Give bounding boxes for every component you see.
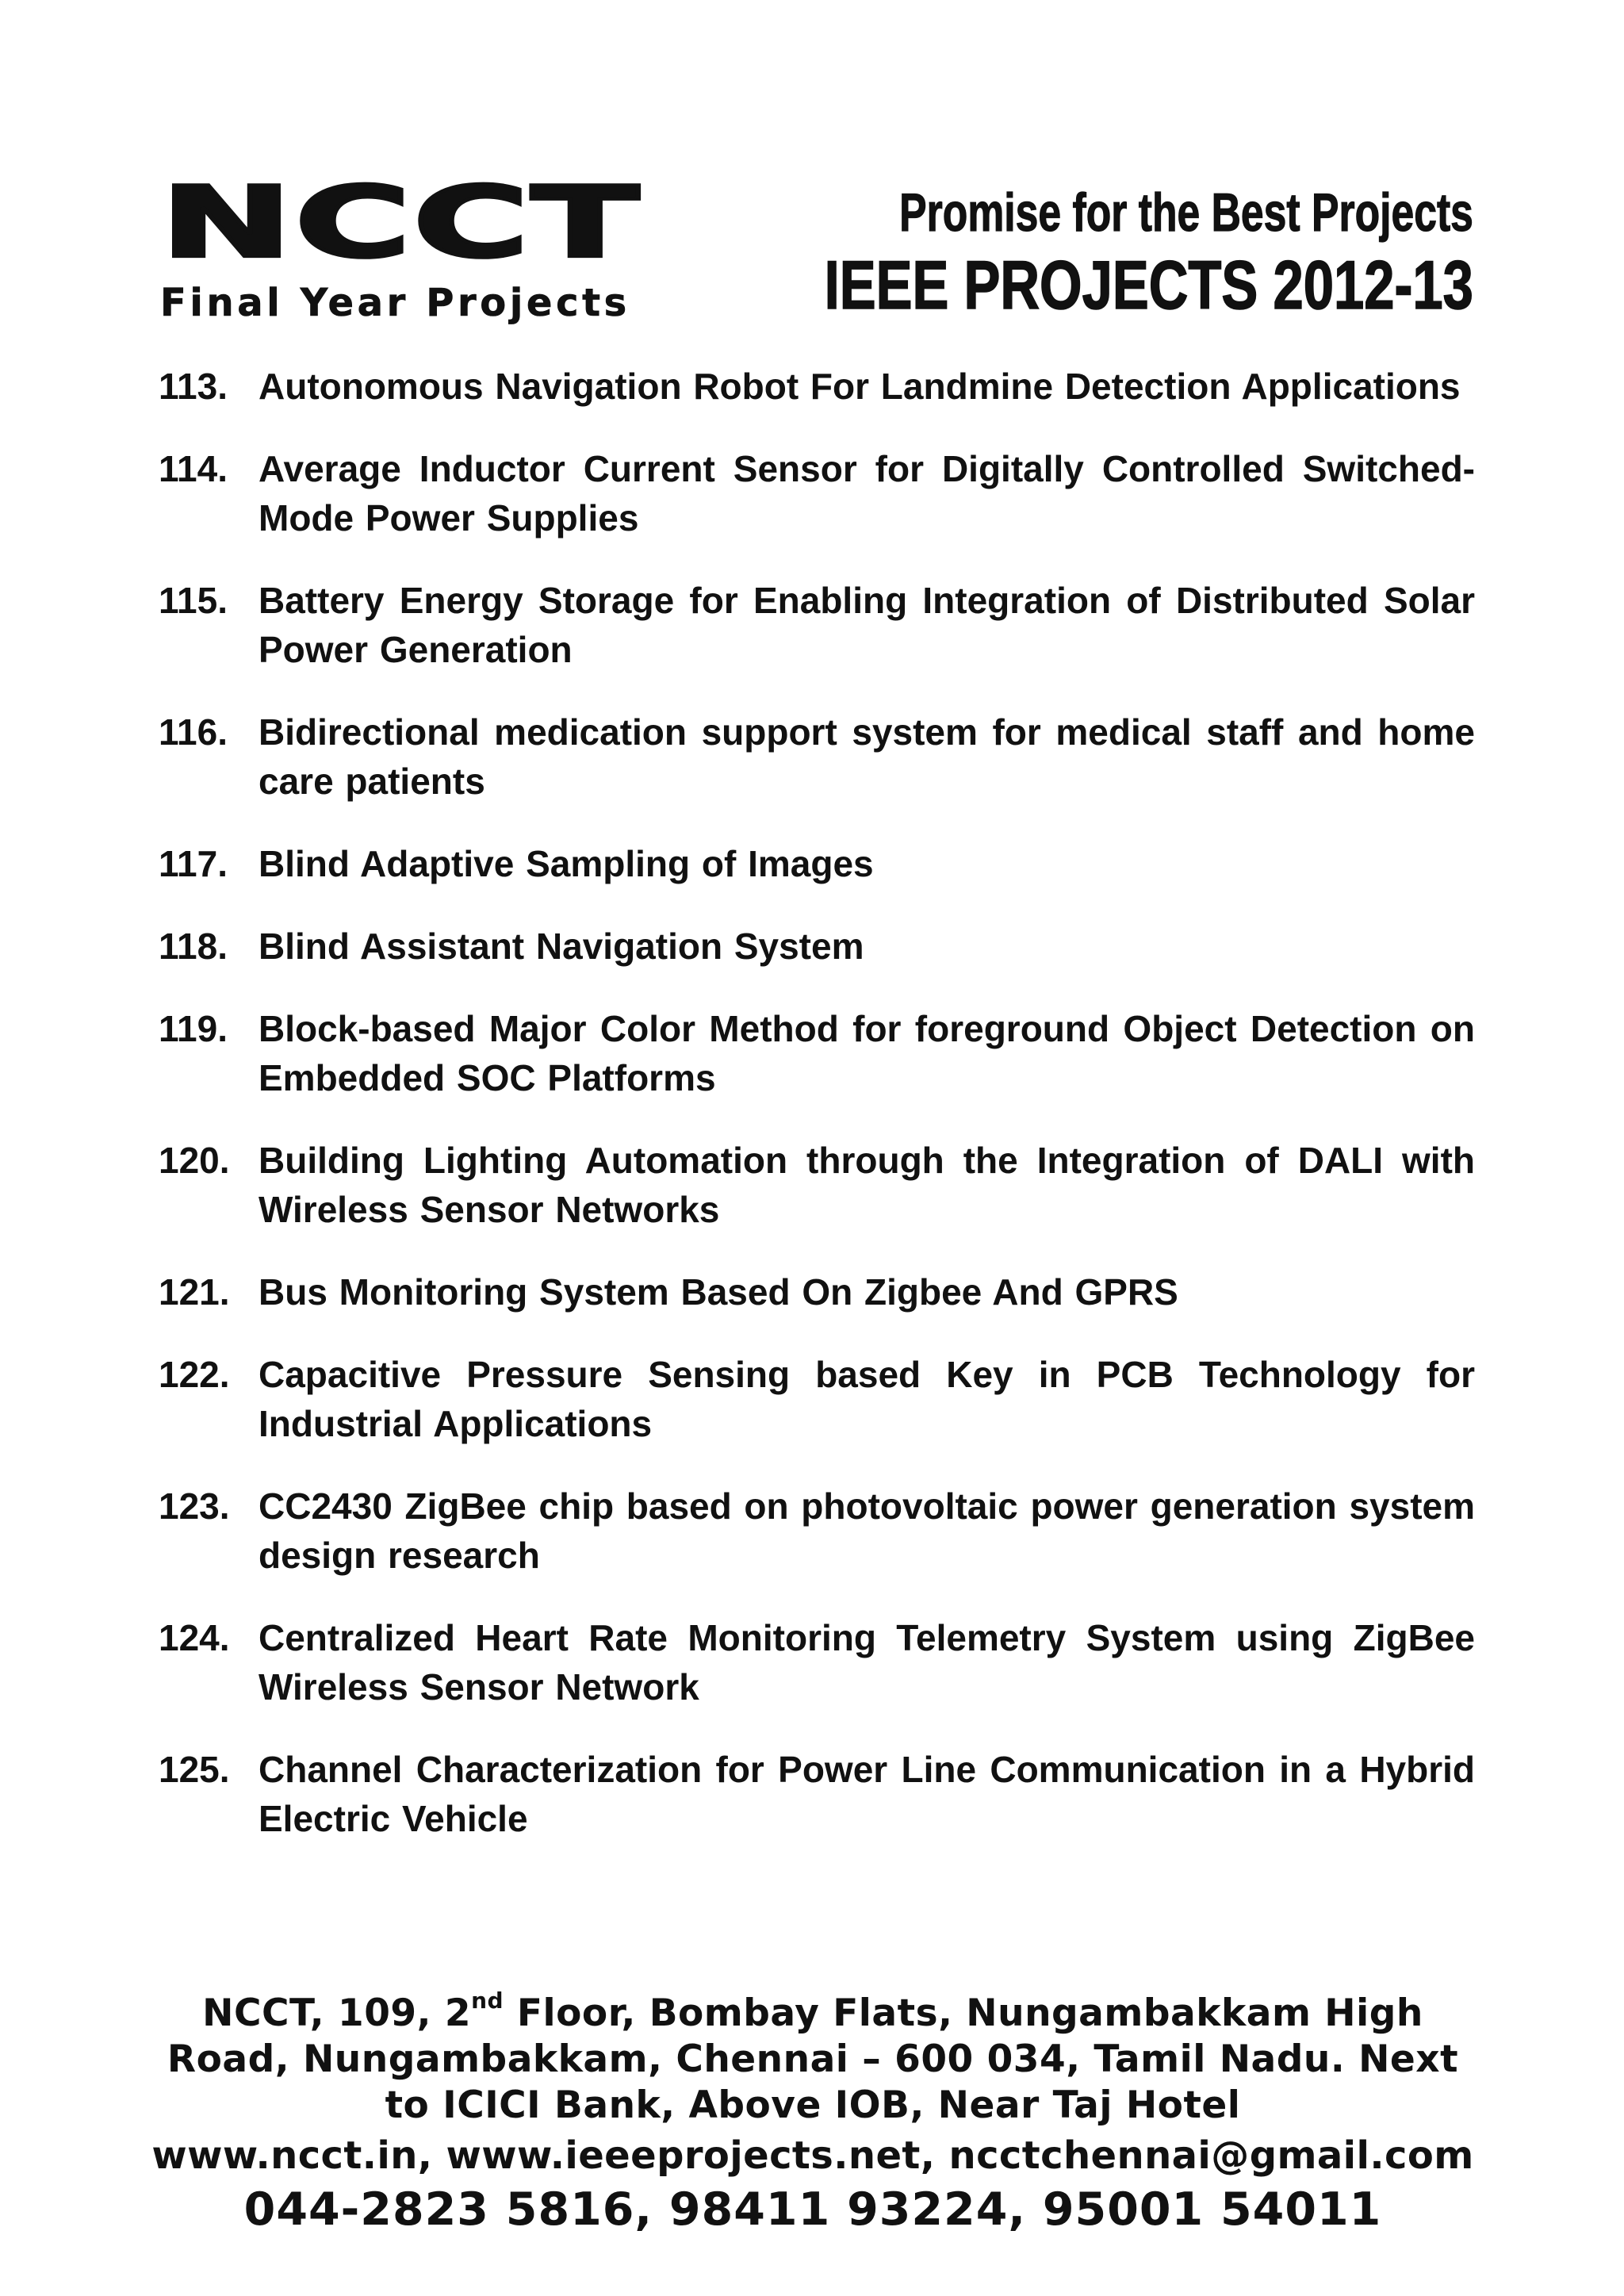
address-line-2: Road, Nungambakkam, Chennai – 600 034, Tamil Nadu. Next bbox=[167, 2037, 1459, 2081]
logo-subtitle: Final Year Projects bbox=[160, 281, 630, 325]
project-title: Centralized Heart Rate Monitoring Telemetry System using ZigBee Wireless Sensor Network bbox=[259, 1617, 1475, 1708]
project-number: 115. bbox=[159, 580, 228, 621]
list-item bbox=[159, 1004, 1475, 1102]
project-title: Building Lighting Automation through the Integration of DALI with Wireless Sensor Networks bbox=[259, 1140, 1475, 1230]
project-number: 125. bbox=[159, 1749, 230, 1790]
project-title: Block-based Major Color Method for foreground Object Detection on Embedded SOC Platforms bbox=[259, 1008, 1475, 1098]
header-tagline-block bbox=[662, 181, 1473, 324]
project-title: Capacitive Pressure Sensing based Key in PCB Technology for Industrial Applications bbox=[259, 1354, 1475, 1444]
project-title: Blind Assistant Navigation System bbox=[259, 926, 864, 967]
list-item bbox=[159, 1745, 1475, 1843]
project-title: Channel Characterization for Power Line Communication in a Hybrid Electric Vehicle bbox=[259, 1749, 1475, 1839]
list-item bbox=[159, 707, 1475, 806]
project-number: 123. bbox=[159, 1485, 230, 1527]
project-title: Bidirectional medication support system for medical staff and home care patients bbox=[259, 711, 1475, 802]
list-item bbox=[159, 922, 1475, 971]
page-title: IEEE PROJECTS 2012-13 bbox=[824, 247, 1473, 324]
list-item bbox=[159, 1481, 1475, 1580]
list-item bbox=[159, 1350, 1475, 1448]
project-number: 113. bbox=[159, 366, 228, 407]
project-number: 122. bbox=[159, 1354, 230, 1395]
address-line-1-start: NCCT, 109, 2 bbox=[202, 1991, 472, 2035]
project-title: Autonomous Navigation Robot For Landmine Detection Applications bbox=[259, 366, 1461, 407]
project-number: 116. bbox=[159, 711, 228, 753]
project-number: 124. bbox=[159, 1617, 230, 1658]
project-number: 114. bbox=[159, 448, 228, 489]
logo-wordmark: NCCT bbox=[160, 166, 642, 280]
list-item bbox=[159, 444, 1475, 542]
project-title: Average Inductor Current Sensor for Digitally Controlled Switched-Mode Power Supplies bbox=[259, 448, 1475, 539]
list-item bbox=[159, 1136, 1475, 1234]
project-number: 119. bbox=[159, 1008, 228, 1049]
project-title: Blind Adaptive Sampling of Images bbox=[259, 843, 874, 884]
list-item bbox=[159, 839, 1475, 888]
project-title: Bus Monitoring System Based On Zigbee And GPRS bbox=[259, 1271, 1178, 1313]
list-item bbox=[159, 1613, 1475, 1711]
project-number: 117. bbox=[159, 843, 228, 884]
project-title: CC2430 ZigBee chip based on photovoltaic power generation system design research bbox=[259, 1485, 1475, 1576]
project-number: 120. bbox=[159, 1140, 230, 1181]
website-email-line: www.ncct.in, www.ieeeprojects.net, ncctchennai@gmail.com bbox=[151, 2133, 1474, 2178]
project-title: Battery Energy Storage for Enabling Integration of Distributed Solar Power Generation bbox=[259, 580, 1475, 670]
address-line-1 bbox=[119, 1987, 1507, 2037]
tagline: Promise for the Best Projects bbox=[899, 182, 1473, 243]
list-item bbox=[159, 362, 1475, 411]
list-item bbox=[159, 1267, 1475, 1317]
project-number: 121. bbox=[159, 1271, 230, 1313]
project-number: 118. bbox=[159, 926, 228, 967]
contact-footer bbox=[119, 1987, 1507, 2238]
phone-numbers: 044-2823 5816, 98411 93224, 95001 54011 bbox=[243, 2183, 1382, 2236]
ncct-logo bbox=[160, 166, 715, 325]
address-ordinal-suffix: nd bbox=[471, 1987, 504, 2014]
project-list bbox=[159, 362, 1475, 1876]
address-line-1-end: Floor, Bombay Flats, Nungambakkam High bbox=[504, 1991, 1423, 2035]
address-line-3: to ICICI Bank, Above IOB, Near Taj Hotel bbox=[385, 2083, 1241, 2127]
list-item bbox=[159, 576, 1475, 674]
